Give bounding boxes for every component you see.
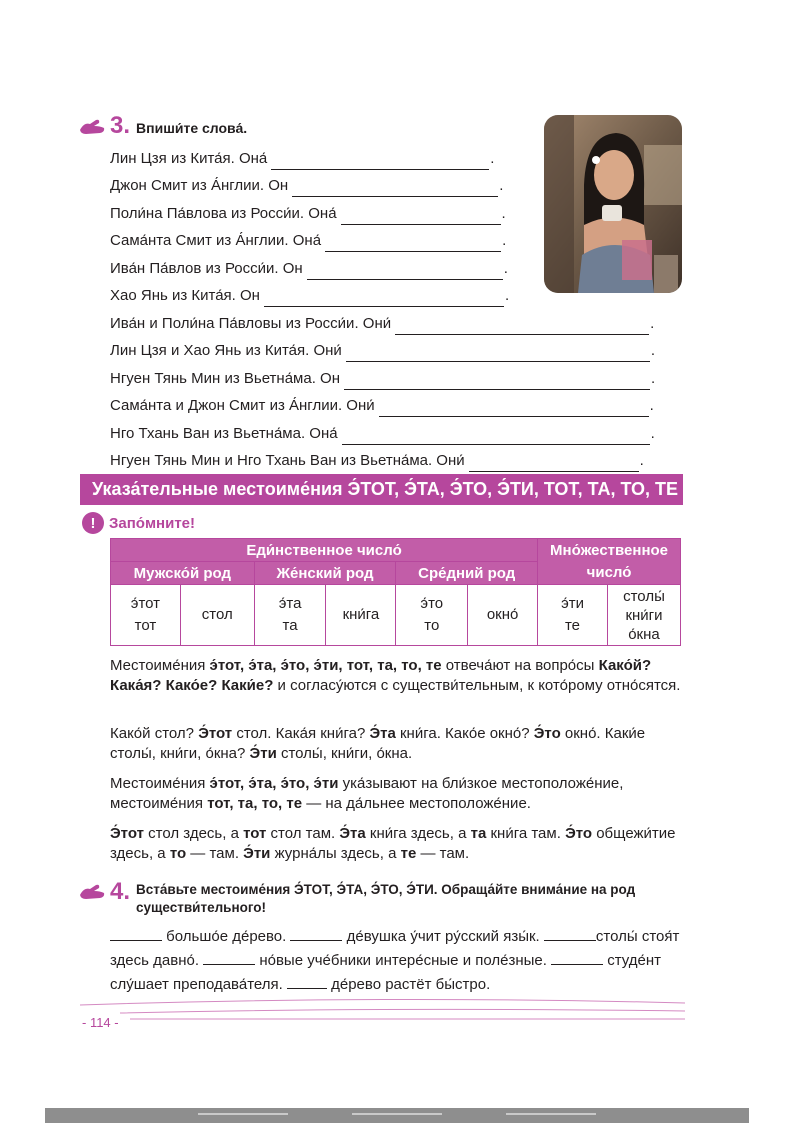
- page-number: - 114 -: [82, 1015, 119, 1030]
- pronoun: та: [282, 617, 298, 634]
- line-end: .: [650, 314, 655, 332]
- answer-blank[interactable]: [264, 290, 504, 307]
- bold-run: те: [400, 845, 417, 862]
- text-run: стол там.: [266, 825, 340, 842]
- pronoun: э́ти: [561, 595, 584, 612]
- line-end: .: [504, 287, 510, 304]
- text-run: журна́лы здесь, а: [270, 845, 401, 862]
- header-neuter: Сре́дний род: [396, 562, 538, 585]
- exercise-4-header: [78, 878, 716, 917]
- pronoun: э́то: [420, 595, 444, 612]
- exercise-line: [110, 362, 655, 390]
- photo-girl-with-cup: [544, 115, 682, 293]
- sentence-text: де́рево растёт бы́стро.: [326, 976, 491, 993]
- exclamation-icon: !: [82, 512, 104, 534]
- rule-paragraph-2: [110, 724, 690, 764]
- rule-paragraph-1: [110, 656, 690, 696]
- answer-blank[interactable]: [469, 455, 639, 472]
- text-run: и согласу́ются с существи́тельным, к кото́рому отно́сятся.: [273, 677, 681, 694]
- table-cell-n-pronouns: [396, 585, 468, 646]
- rule-paragraph-3: [110, 774, 690, 814]
- noun: о́кна: [628, 625, 660, 643]
- line-text: Ива́н и Поли́на Па́вловы из Росси́и. Они́: [110, 314, 392, 332]
- line-text: Лин Цзя и Хао Янь из Кита́я. Они́: [110, 342, 342, 359]
- table-cell-f-noun: кни́га: [326, 585, 396, 646]
- writing-hand-icon: [78, 881, 106, 901]
- line-end: .: [650, 342, 655, 359]
- footer-decoration: [80, 995, 685, 1025]
- line-end: .: [650, 424, 655, 442]
- text-run: окно́. Каки́е столы́, кни́ги, о́кна?: [110, 725, 646, 762]
- rule-paragraph-4: [110, 824, 690, 864]
- remember-label: Запо́мните!: [109, 514, 196, 532]
- bold-run: то: [169, 845, 187, 862]
- text-run: ука́зывают на бли́зкое местоположе́ние, местоиме́ния: [110, 775, 624, 812]
- line-end: .: [651, 369, 656, 387]
- answer-blank[interactable]: [379, 400, 649, 417]
- bold-run: Э́ти: [243, 845, 271, 862]
- remember-note: [82, 512, 195, 534]
- text-run: Како́й стол?: [110, 725, 199, 742]
- sentence-text: столы́ стоя́т здесь давно́.: [110, 928, 680, 969]
- section-header: Указа́тельные местоиме́ния Э́ТОТ, Э́ТА, Э́ТО, Э́ТИ, ТОТ, ТА, ТО, ТЕ: [80, 474, 683, 505]
- text-run: кни́га там.: [486, 825, 566, 842]
- exercise-number: 4.: [110, 878, 131, 905]
- bold-run: Э́ти: [249, 745, 277, 762]
- line-text: Сама́нта и Джон Смит из А́нглии. Они́: [110, 397, 375, 414]
- answer-blank[interactable]: [395, 318, 649, 335]
- text-run: Местоиме́ния: [110, 775, 210, 792]
- exercise-line: [110, 417, 655, 445]
- answer-blank[interactable]: [307, 263, 503, 280]
- exercise-line: [110, 390, 655, 418]
- table-cell-m-noun: стол: [180, 585, 254, 646]
- table-cell-n-noun: окно́: [468, 585, 538, 646]
- answer-blank[interactable]: [551, 950, 603, 965]
- line-end: .: [501, 204, 506, 222]
- text-run: столы́, кни́ги, о́кна.: [276, 745, 413, 762]
- bold-run: та: [470, 825, 487, 842]
- exercise-number: 3.: [110, 112, 131, 139]
- bar-segment: [352, 1113, 442, 1115]
- line-end: .: [503, 259, 508, 277]
- text-run: общежи́тие здесь, а: [110, 825, 676, 862]
- table-cell-pl-pronouns: [538, 585, 608, 646]
- pronoun: э́тот: [130, 595, 161, 612]
- line-text: Джон Смит из А́нглии. Он: [110, 177, 289, 194]
- bold-run: Э́то: [533, 725, 561, 742]
- bold-run: э́тот, э́та, э́то, э́ти: [209, 775, 339, 792]
- viewer-bottom-bar: [45, 1108, 749, 1123]
- pronoun: те: [564, 617, 581, 634]
- line-text: Сама́нта Смит из А́нглии. Она́: [110, 232, 322, 249]
- answer-blank[interactable]: [344, 373, 650, 390]
- line-end: .: [639, 452, 644, 469]
- answer-blank[interactable]: [203, 950, 255, 965]
- pronoun: тот: [134, 617, 157, 634]
- answer-blank[interactable]: [110, 926, 162, 941]
- writing-hand-icon: [78, 116, 106, 136]
- line-text: Нгуен Тянь Мин из Вьетна́ма. Он: [110, 369, 340, 387]
- sentence-text: большо́е де́рево.: [162, 928, 291, 945]
- sentence-text: но́вые уче́бники интере́сные и поле́зные.: [255, 952, 552, 969]
- line-end: .: [499, 177, 504, 194]
- bold-run: Э́та: [369, 725, 396, 742]
- answer-blank[interactable]: [290, 926, 342, 941]
- bold-run: Э́тот: [198, 725, 233, 742]
- line-text: Ива́н Па́влов из Росси́и. Он: [110, 259, 303, 277]
- answer-blank[interactable]: [544, 926, 596, 941]
- exercise-4-body: [110, 925, 685, 997]
- exercise-title: Впиши́те слова́.: [136, 120, 248, 136]
- text-run: стол здесь, а: [143, 825, 244, 842]
- bold-run: Э́то: [565, 825, 593, 842]
- bold-run: Како́й? Кака́я? Како́е? Каки́е?: [110, 657, 652, 694]
- exercise-3-header: [78, 112, 247, 140]
- table-cell-pl-nouns: [607, 585, 680, 646]
- line-text: Хао Янь из Кита́я. Он: [110, 287, 260, 304]
- sentence-text: студе́нт слу́шает преподава́теля.: [110, 952, 662, 993]
- noun: столы́: [623, 587, 665, 605]
- pronoun: то: [424, 617, 440, 634]
- answer-blank[interactable]: [287, 974, 327, 989]
- line-text: Нгуен Тянь Мин и Нго Тхань Ван из Вьетна́ма. Они́: [110, 452, 465, 469]
- answer-blank[interactable]: [346, 345, 650, 362]
- answer-blank[interactable]: [271, 153, 489, 170]
- header-feminine: Же́нский род: [254, 562, 396, 585]
- header-masculine: Мужско́й род: [111, 562, 255, 585]
- text-run: кни́га. Како́е окно́?: [395, 725, 534, 742]
- bold-run: Э́тот: [110, 825, 144, 842]
- answer-blank[interactable]: [342, 428, 650, 445]
- line-end: .: [490, 149, 495, 167]
- text-run: — там.: [416, 845, 470, 862]
- exercise-title: Вста́вьте местоиме́ния Э́ТОТ, Э́ТА, Э́ТО, Э́ТИ. Обраща́йте внима́ние на род существи́тельного!: [136, 882, 636, 915]
- line-end: .: [502, 232, 507, 249]
- header-singular: Еди́нственное число́: [111, 539, 538, 562]
- line-end: .: [649, 397, 654, 414]
- table-cell-m-pronouns: [111, 585, 181, 646]
- exercise-line: [110, 445, 655, 473]
- bold-run: Э́та: [339, 825, 366, 842]
- text-run: кни́га здесь, а: [365, 825, 471, 842]
- bar-segment: [506, 1113, 596, 1115]
- text-run: стол. Кака́я кни́га?: [232, 725, 370, 742]
- answer-blank[interactable]: [325, 235, 501, 252]
- header-plural: Мно́жественное число́: [538, 539, 681, 585]
- answer-blank[interactable]: [292, 180, 498, 197]
- bar-segment: [198, 1113, 288, 1115]
- pronoun: э́та: [278, 595, 302, 612]
- exercise-line: [110, 335, 655, 363]
- line-text: Нго Тхань Ван из Вьетна́ма. Она́: [110, 424, 338, 442]
- text-run: Местоиме́ния: [110, 657, 210, 674]
- answer-blank[interactable]: [341, 208, 501, 225]
- text-run: — на да́льнее местоположе́ние.: [302, 795, 531, 812]
- gender-pronoun-table: [110, 538, 681, 646]
- noun: кни́ги: [625, 606, 663, 624]
- bold-run: тот, та, то, те: [207, 795, 303, 812]
- line-text: Лин Цзя из Кита́я. Она́: [110, 149, 268, 167]
- bold-run: э́тот, э́та, э́то, э́ти, тот, та, то, те: [209, 657, 442, 674]
- bold-run: тот: [243, 825, 267, 842]
- exercise-line: [110, 307, 655, 335]
- table-cell-f-pronouns: [254, 585, 326, 646]
- line-text: Поли́на Па́влова из Росси́и. Она́: [110, 204, 337, 222]
- text-run: отвеча́ют на вопро́сы: [441, 657, 599, 674]
- text-run: — там.: [186, 845, 244, 862]
- sentence-text: де́вушка у́чит ру́сский язы́к.: [342, 928, 544, 945]
